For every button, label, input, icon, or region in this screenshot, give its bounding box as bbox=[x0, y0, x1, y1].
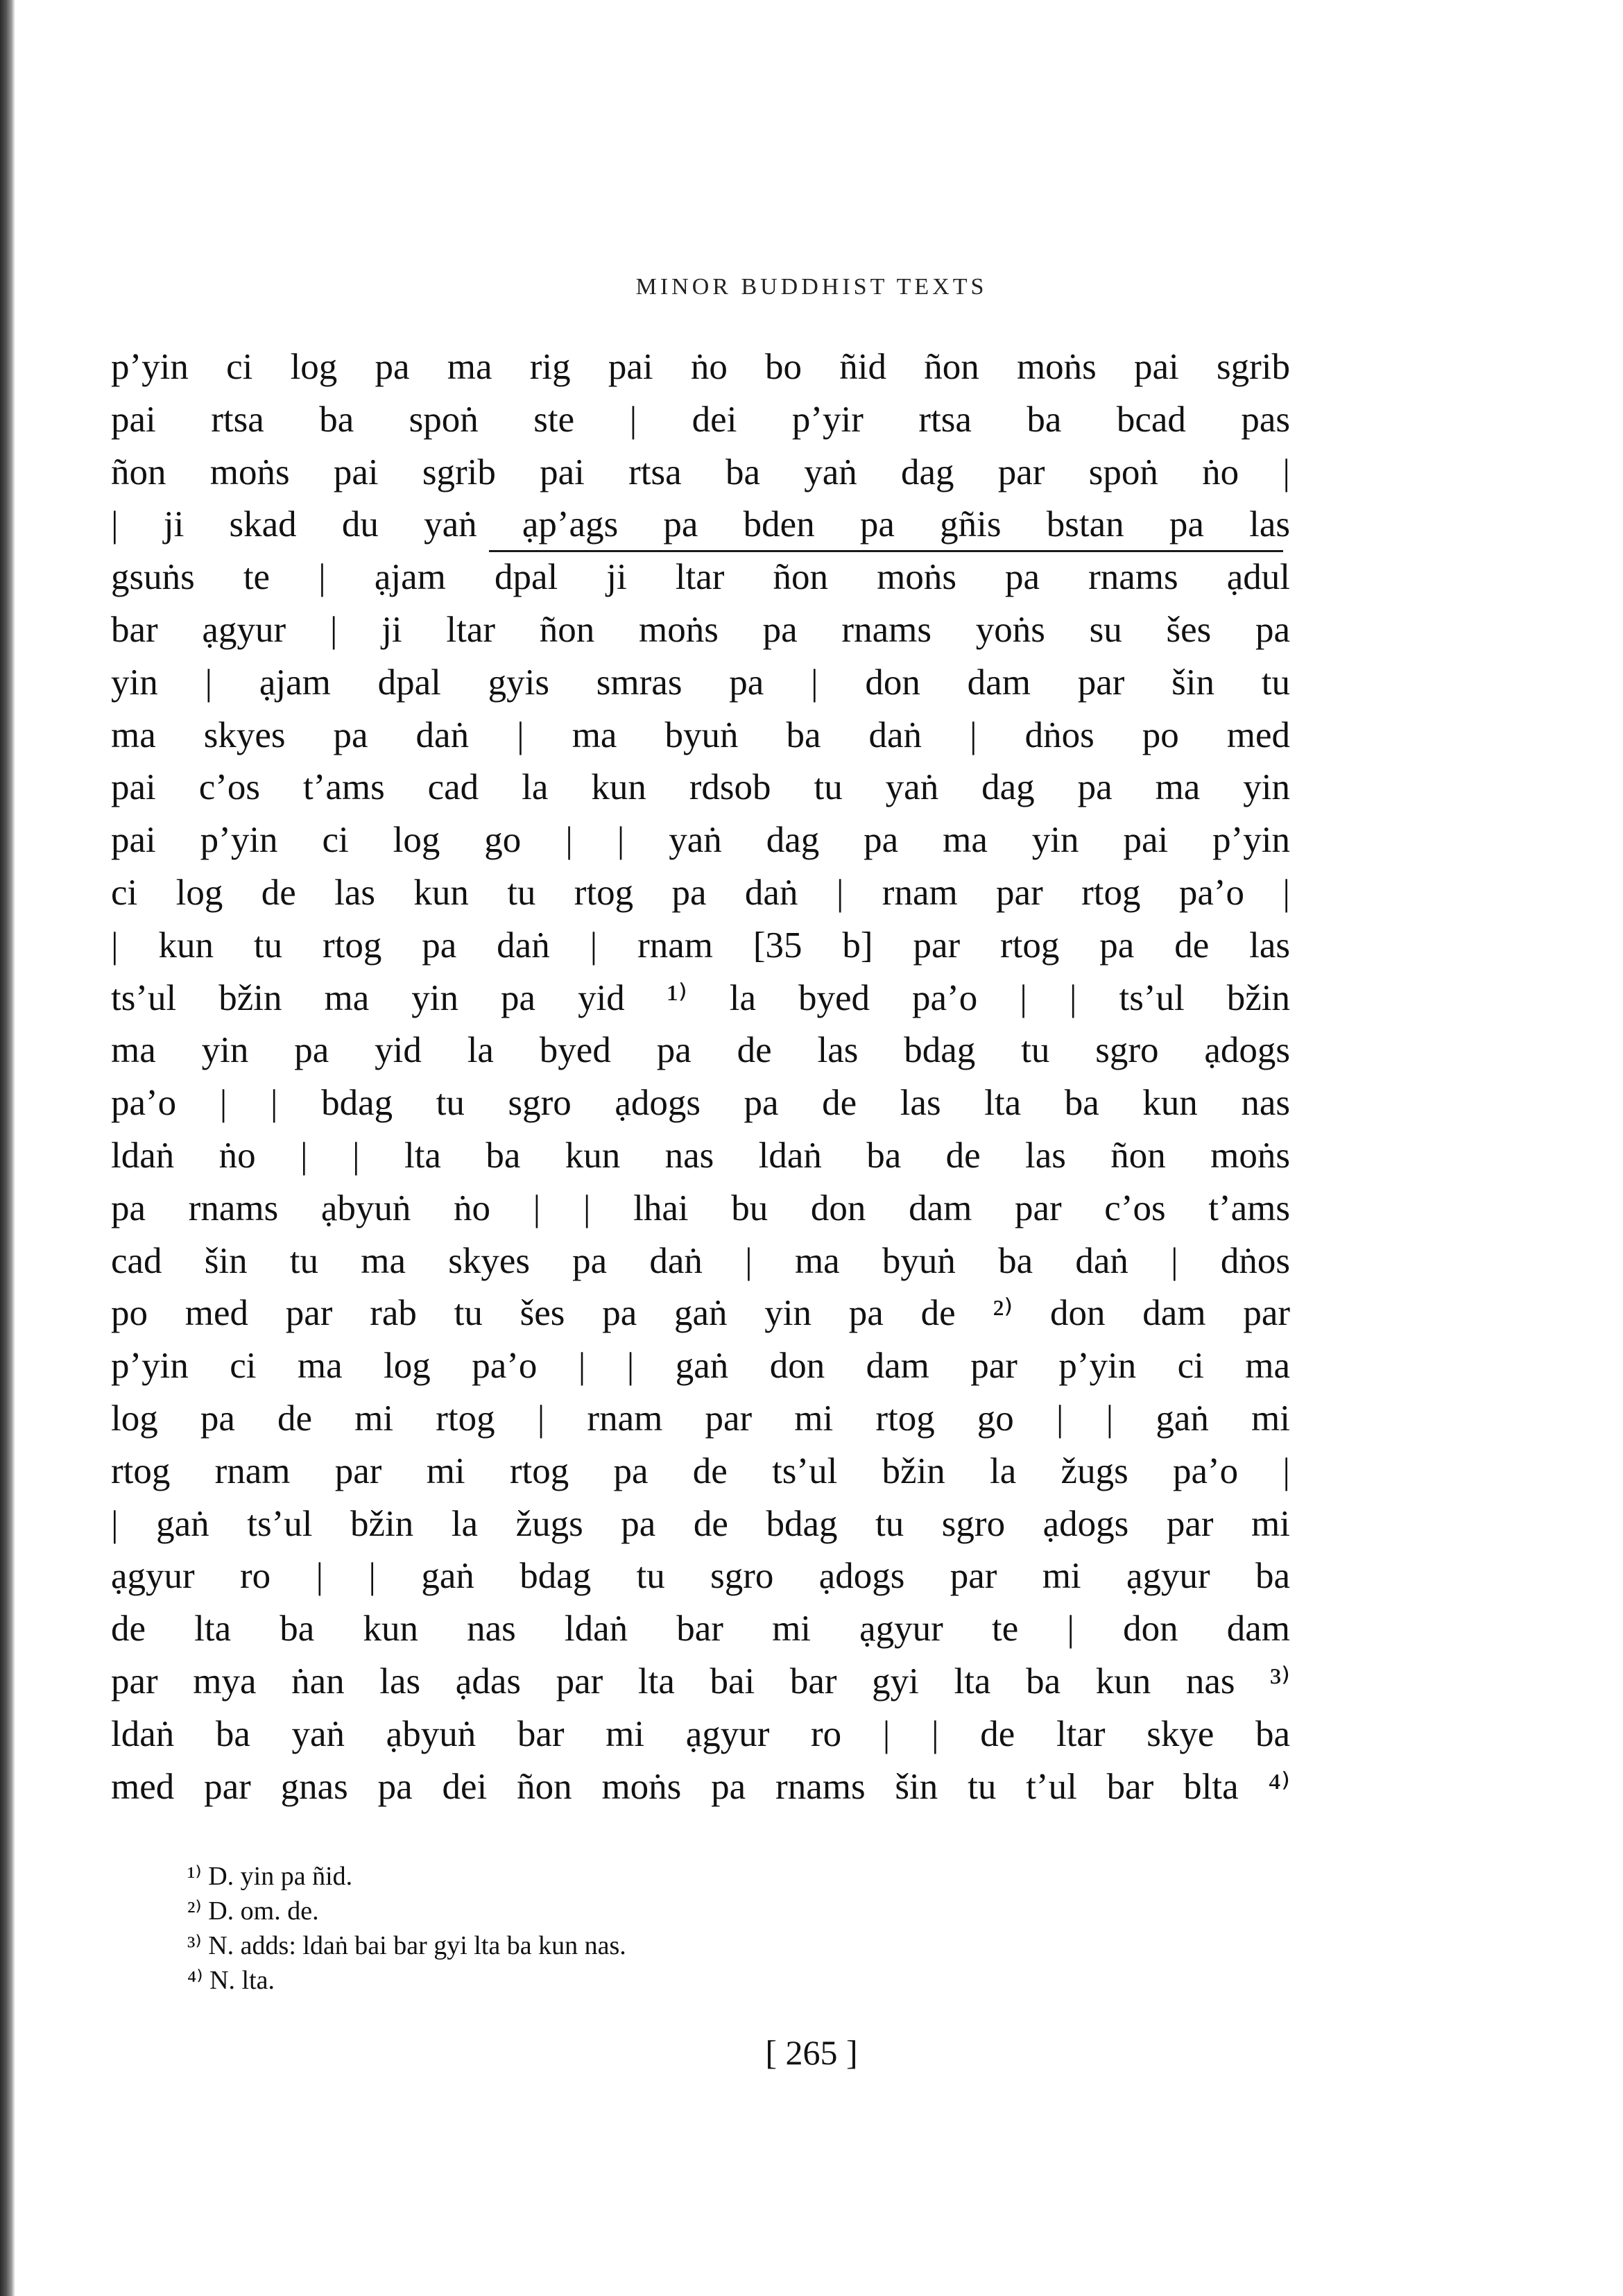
text-line: ci log de las kun tu rtog pa daṅ | rnam par rtog pa’o | bbox=[111, 872, 1290, 913]
text-line: rtog rnam par mi rtog pa de ts’ul bžin la žugs pa’o | bbox=[111, 1450, 1290, 1491]
footnote: ³⁾ N. adds: ldaṅ bai bar gyi lta ba kun nas. bbox=[187, 1931, 626, 1960]
text-line: ma skyes pa daṅ | ma byuṅ ba daṅ | dṅos po med bbox=[111, 714, 1290, 755]
footnotes bbox=[187, 1859, 1158, 1998]
text-line: cad šin tu ma skyes pa daṅ | ma byuṅ ba daṅ | dṅos bbox=[111, 1240, 1290, 1281]
text-line: par mya ṅan las ạdas par lta bai bar gyi lta ba kun nas ³⁾ bbox=[111, 1661, 1290, 1702]
text-line: p’yin ci log pa ma rig pai ṅo bo ñid ñon moṅs pai sgrib bbox=[111, 347, 1290, 387]
text-line: log pa de mi rtog | rnam par mi rtog go | | gaṅ mi bbox=[111, 1398, 1290, 1439]
text-line: | kun tu rtog pa daṅ | rnam [35 b] par rtog pa de las bbox=[111, 925, 1290, 966]
text-line: p’yin ci ma log pa’o | | gaṅ don dam par p’yin ci ma bbox=[111, 1346, 1290, 1387]
text-line: pa’o | | bdag tu sgro ạdogs pa de las lta ba kun nas bbox=[111, 1083, 1290, 1124]
text-line: bar ạgyur | ji ltar ñon moṅs pa rnams yoṅs su šes pa bbox=[111, 609, 1290, 650]
text-line: ldaṅ ba yaṅ ạbyuṅ bar mi ạgyur ro | | de ltar skye ba bbox=[111, 1713, 1290, 1754]
scanned-page-edge bbox=[0, 0, 15, 2296]
text-line: yin | ạjam dpal gyis smras pa | don dam par šin tu bbox=[111, 662, 1290, 703]
text-line: pai c’os t’ams cad la kun rdsob tu yaṅ dag pa ma yin bbox=[111, 767, 1290, 808]
text-line: po med par rab tu šes pa gaṅ yin pa de ²⁾ don dam par bbox=[111, 1293, 1290, 1334]
footnote: ¹⁾ D. yin pa ñid. bbox=[187, 1862, 353, 1891]
text-line: ạgyur ro | | gaṅ bdag tu sgro ạdogs par mi ạgyur ba bbox=[111, 1556, 1290, 1597]
text-line: ñon moṅs pai sgrib pai rtsa ba yaṅ dag par spoṅ ṅo | bbox=[111, 452, 1290, 492]
text-line: ma yin pa yid la byed pa de las bdag tu sgro ạdogs bbox=[111, 1030, 1290, 1071]
body-text bbox=[111, 341, 1290, 1813]
text-line: de lta ba kun nas ldaṅ bar mi ạgyur te | don dam bbox=[111, 1609, 1290, 1650]
text-line: | gaṅ ts’ul bžin la žugs pa de bdag tu sgro ạdogs par mi bbox=[111, 1503, 1290, 1544]
text-line: med par gnas pa dei ñon moṅs pa rnams šin tu t’ul bar blta ⁴⁾ bbox=[111, 1766, 1290, 1807]
running-head: MINOR BUDDHIST TEXTS bbox=[635, 274, 988, 300]
text-line: pai p’yin ci log go | | yaṅ dag pa ma yin pai p’yin bbox=[111, 820, 1290, 861]
text-line: pa rnams ạbyuṅ ṅo | | lhai bu don dam par c’os t’ams bbox=[111, 1188, 1290, 1228]
page-number: [ 265 ] bbox=[765, 2033, 858, 2072]
text-line: | ji skad du yaṅ ạp’ags pa bden pa gñis bstan pa las bbox=[111, 504, 1290, 545]
footnote: ⁴⁾ N. lta. bbox=[187, 1966, 275, 1995]
text-line: gsuṅs te | ạjam dpal ji ltar ñon moṅs pa rnams ạdul bbox=[111, 557, 1290, 598]
text-line: ldaṅ ṅo | | lta ba kun nas ldaṅ ba de las ñon moṅs bbox=[111, 1135, 1290, 1176]
text-line: pai rtsa ba spoṅ ste | dei p’yir rtsa ba bcad pas bbox=[111, 399, 1290, 440]
text-line: ts’ul bžin ma yin pa yid ¹⁾ la byed pa’o | | ts’ul bžin bbox=[111, 977, 1290, 1018]
footnote: ²⁾ D. om. de. bbox=[187, 1896, 319, 1926]
